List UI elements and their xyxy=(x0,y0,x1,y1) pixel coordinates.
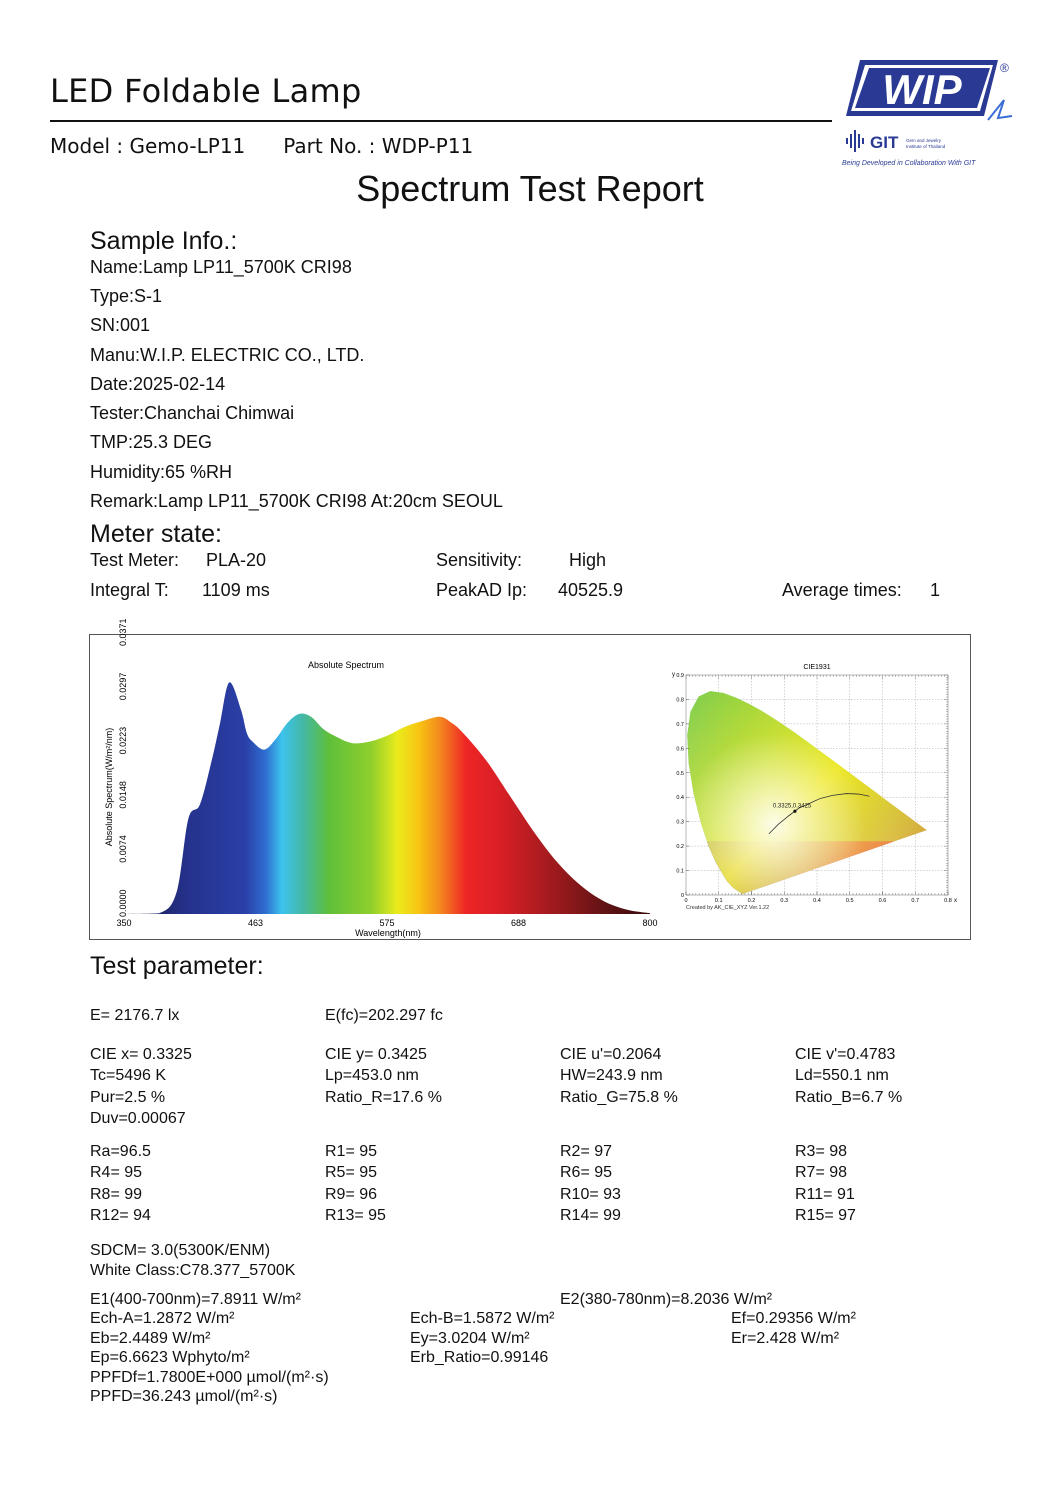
spectrum-x-tick: 800 xyxy=(642,918,658,928)
cie-y-tick: 0.3 xyxy=(676,819,684,826)
peakad-value: 40525.9 xyxy=(558,580,624,600)
cie-y-tick: 0 xyxy=(680,893,684,899)
report-title: Spectrum Test Report xyxy=(356,168,704,209)
spectrum-x-tick: 463 xyxy=(247,918,264,928)
illuminance-fc: E(fc)=202.297 fc xyxy=(325,1007,443,1024)
integral-time-value: 1109 ms xyxy=(202,580,270,600)
cie-y-value: CIE y= 0.3425 xyxy=(325,1046,427,1063)
model-line xyxy=(50,134,473,158)
spectrum-area xyxy=(124,682,650,914)
peakad-label: PeakAD Ip: xyxy=(436,580,528,600)
r13-value: R13= 95 xyxy=(325,1207,386,1224)
cie-y-tick: 0.1 xyxy=(676,868,684,875)
ld-value: Ld=550.1 nm xyxy=(795,1067,889,1084)
average-times-label: Average times: xyxy=(782,580,902,600)
r8-value: R8= 99 xyxy=(90,1186,143,1203)
meter-state-heading: Meter state: xyxy=(90,520,222,548)
cie-u-value: CIE u'=0.2064 xyxy=(560,1046,662,1063)
model-label: Model : Gemo-LP11 xyxy=(50,134,246,158)
sample-remark: Remark:Lamp LP11_5700K CRI98 At:20cm SEOUL xyxy=(90,491,503,511)
ratio-b-value: Ratio_B=6.7 % xyxy=(795,1089,903,1106)
lp-value: Lp=453.0 nm xyxy=(325,1067,419,1084)
cie-y-tick: 0.6 xyxy=(676,746,684,753)
spectrum-y-label: Absolute Spectrum(W/m²/nm) xyxy=(104,727,114,847)
part-number-label: Part No. : WDP-P11 xyxy=(283,134,474,158)
sample-humidity: Humidity:65 %RH xyxy=(90,462,233,482)
ratio-g-value: Ratio_G=75.8 % xyxy=(560,1089,678,1106)
logo-brand-text: WIP xyxy=(882,66,962,113)
sensitivity-value: High xyxy=(569,550,607,570)
ep-value: Ep=6.6623 Wphyto/m² xyxy=(90,1349,250,1366)
cie-x-tick: 0 xyxy=(684,898,688,904)
duv-value: Duv=0.00067 xyxy=(90,1110,186,1127)
spectrum-y-tick: 0.0371 xyxy=(118,618,128,646)
test-parameter-heading: Test parameter: xyxy=(90,952,264,980)
cie-x-axis-label: x xyxy=(954,898,957,904)
r2-value: R2= 97 xyxy=(560,1143,613,1160)
r6-value: R6= 95 xyxy=(560,1164,613,1181)
ech-b-value: Ech-B=1.5872 W/m² xyxy=(410,1310,555,1327)
sample-manufacturer: Manu:W.I.P. ELECTRIC CO., LTD. xyxy=(90,345,365,365)
cie-x-tick: 0.2 xyxy=(747,898,756,904)
cie-y-tick: 0.9 xyxy=(676,673,684,679)
hw-value: HW=243.9 nm xyxy=(560,1067,663,1084)
spectrum-x-label: Wavelength(nm) xyxy=(355,928,421,938)
r15-value: R15= 97 xyxy=(795,1207,856,1224)
partner-small-line-2: Institute of Thailand xyxy=(906,144,946,149)
registered-mark: ® xyxy=(1000,61,1009,75)
chromaticity-point-label: 0.3325,0.3425 xyxy=(772,803,812,810)
ef-value: Ef=0.29356 W/m² xyxy=(731,1310,856,1327)
er-value: Er=2.428 W/m² xyxy=(731,1330,840,1347)
eb-value: Eb=2.4489 W/m² xyxy=(90,1330,211,1347)
cie-x-tick: 0.8 xyxy=(944,898,952,904)
r7-value: R7= 98 xyxy=(795,1164,848,1181)
r5-value: R5= 95 xyxy=(325,1164,378,1181)
cie1931-chart xyxy=(664,635,970,941)
sample-info-heading: Sample Info.: xyxy=(90,227,238,255)
cie-x-tick: 0.7 xyxy=(911,898,920,904)
sensitivity-label: Sensitivity: xyxy=(436,550,523,570)
wip-git-logo xyxy=(838,58,1016,170)
cie-title: CIE1931 xyxy=(803,664,831,671)
erb-ratio-value: Erb_Ratio=0.99146 xyxy=(410,1349,549,1366)
partner-logo-text: GIT xyxy=(870,133,899,152)
chromaticity-point xyxy=(793,810,796,813)
sdcm-value: SDCM= 3.0(5300K/ENM) xyxy=(90,1242,271,1259)
r10-value: R10= 93 xyxy=(560,1186,621,1203)
r3-value: R3= 98 xyxy=(795,1143,848,1160)
r9-value: R9= 96 xyxy=(325,1186,378,1203)
product-title: LED Foldable Lamp xyxy=(50,72,362,110)
cie-x-tick: 0.3 xyxy=(780,898,789,904)
r12-value: R12= 94 xyxy=(90,1207,151,1224)
cie-y-tick: 0.2 xyxy=(676,844,684,851)
git-waveform-icon xyxy=(846,130,864,152)
spectrum-title: Absolute Spectrum xyxy=(307,660,385,670)
tc-value: Tc=5496 K xyxy=(90,1067,167,1084)
r1-value: R1= 95 xyxy=(325,1143,378,1160)
cie-x-tick: 0.5 xyxy=(845,898,854,904)
sample-temperature: TMP:25.3 DEG xyxy=(90,432,213,452)
cie-y-tick: 0.4 xyxy=(676,795,684,802)
cie-v-value: CIE v'=0.4783 xyxy=(795,1046,896,1063)
ech-a-value: Ech-A=1.2872 W/m² xyxy=(90,1310,235,1327)
cie-x-value: CIE x= 0.3325 xyxy=(90,1046,192,1063)
pur-value: Pur=2.5 % xyxy=(90,1089,166,1106)
e2-value: E2(380-780nm)=8.2036 W/m² xyxy=(560,1291,773,1308)
spectrum-x-tick: 688 xyxy=(510,918,527,928)
cie-x-tick: 0.1 xyxy=(714,898,723,904)
charts-panel xyxy=(89,618,971,940)
ra-value: Ra=96.5 xyxy=(90,1143,151,1160)
r4-value: R4= 95 xyxy=(90,1164,143,1181)
cie-y-axis-label: y xyxy=(672,672,675,678)
illuminance-lx: E= 2176.7 lx xyxy=(90,1007,180,1024)
sample-name: Name:Lamp LP11_5700K CRI98 xyxy=(90,257,352,277)
test-meter-value: PLA-20 xyxy=(206,550,267,570)
cie-y-tick: 0.8 xyxy=(676,697,684,704)
sample-date: Date:2025-02-14 xyxy=(90,374,226,394)
spectrum-x-tick: 575 xyxy=(379,918,395,928)
ey-value: Ey=3.0204 W/m² xyxy=(410,1330,530,1347)
spectrum-y-tick: 0.0000 xyxy=(118,889,128,917)
sample-sn: SN:001 xyxy=(90,315,151,335)
cie-y-tick: 0.7 xyxy=(676,721,684,728)
white-class-value: White Class:C78.377_5700K xyxy=(90,1262,296,1279)
integral-time-label: Integral T: xyxy=(90,580,169,600)
cie-footer: Created by AK_CIE_XYZ Ver.1.22 xyxy=(686,905,770,911)
partner-small-line-1: Gem and Jewelry xyxy=(906,138,942,143)
spectrum-x-tick: 350 xyxy=(116,918,132,928)
average-times-value: 1 xyxy=(930,580,941,600)
cie-x-tick: 0.6 xyxy=(878,898,887,904)
logo-tagline: Being Developed in Collaboration With GIT xyxy=(842,160,976,167)
test-meter-label: Test Meter: xyxy=(90,550,180,570)
r14-value: R14= 99 xyxy=(560,1207,621,1224)
spectrum-y-tick: 0.0148 xyxy=(118,781,128,809)
e1-value: E1(400-700nm)=7.8911 W/m² xyxy=(90,1291,301,1308)
sample-type: Type:S-1 xyxy=(90,286,163,306)
r11-value: R11= 91 xyxy=(795,1186,855,1203)
ppfd-value: PPFD=36.243 µmol/(m²·s) xyxy=(90,1388,278,1405)
ratio-r-value: Ratio_R=17.6 % xyxy=(325,1089,442,1106)
absolute-spectrum-chart xyxy=(90,618,664,941)
lightning-icon xyxy=(988,100,1012,120)
spectrum-y-tick: 0.0074 xyxy=(118,835,128,863)
ppfdf-value: PPFDf=1.7800E+000 µmol/(m²·s) xyxy=(90,1369,329,1386)
cie-x-tick: 0.4 xyxy=(813,898,821,904)
spectrum-y-tick: 0.0297 xyxy=(118,672,128,701)
sample-tester: Tester:Chanchai Chimwai xyxy=(90,403,295,423)
header-divider xyxy=(50,120,832,122)
cie-y-tick: 0.5 xyxy=(676,770,684,777)
spectrum-y-tick: 0.0223 xyxy=(118,726,128,755)
